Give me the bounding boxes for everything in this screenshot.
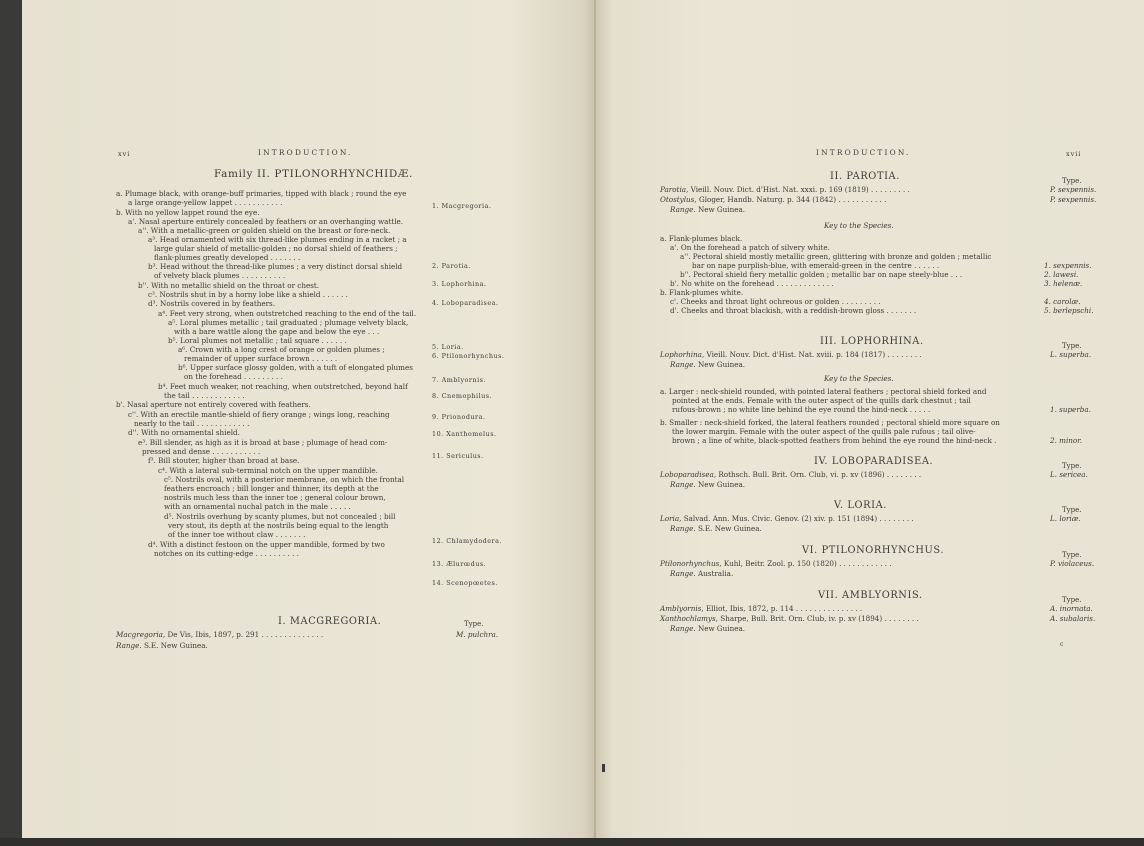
key-line: a. Larger : neck-shield rounded, with pointed lateral feathers ; pectoral shield forked and [660,387,987,396]
genus-result: 14. Scenopœetes. [432,579,498,587]
genus-result: 5. Loria. [432,343,464,351]
key-line: of velvety black plumes . . . . . . . . . . [154,271,286,280]
parotia-range [670,205,745,214]
loria-range [670,524,762,533]
citation-genus: Amblyornis, [660,604,704,613]
citation-text: De Vis, Ibis, 1897, p. 291 . . . . . . . . . . . . . . [167,630,324,639]
citation-text: Kuhl, Beitr. Zool. p. 150 (1820) . . . . . . . . . . . . [723,559,892,568]
amblyornis-citation-1 [660,604,862,613]
key-line: b'. Nasal aperture not entirely covered with feathers. [116,400,311,409]
amblyornis-type-1: A. inornata. [1050,604,1093,613]
key-line: c'. Cheeks and throat light ochreous or golden . . . . . . . . . [670,297,881,306]
key-line: c''. With an erectile mantle-shield of fiery orange ; wings long, reaching [128,410,390,419]
right-page [596,0,1144,846]
key-line: a⁴. Feet very strong, when outstretched reaching to the end of the tail. [158,309,417,318]
range-value: S.E. New Guinea. [697,524,762,533]
species-result: 5. berlepschi. [1044,306,1094,315]
genus-result: 4. Loboparadisea. [432,299,499,307]
range-line [116,641,208,650]
key-line: d'. Cheeks and throat blackish, with a reddish-brown gloss . . . . . . . [670,306,917,315]
range-label: Range. [670,569,696,578]
key-line: b⁶. Upper surface glossy golden, with a tuft of elongated plumes [178,363,413,372]
range-label: Range. [670,524,696,533]
amblyornis-citation-2 [660,614,919,623]
ptilonorhynchus-range [670,569,733,578]
range-label: Range. [670,624,696,633]
citation-genus: Loboparadisea, [660,470,717,479]
page-number: xvii [1066,150,1082,158]
page-number: xvi [118,150,131,158]
lophorhina-type: L. superba. [1050,350,1092,359]
key-line: d''. With no ornamental shield. [128,428,240,437]
range-label: Range. [670,205,696,214]
left-page [22,0,595,846]
genus-result: 10. Xanthomelus. [432,430,497,438]
range-label: Range. [116,641,142,650]
citation-line [116,630,323,639]
loria-citation [660,514,914,523]
parotia-key-heading: Key to the Species. [824,221,894,230]
key-line: flank-plumes greatly developed . . . . . . . [154,253,301,262]
key-line: c⁵. Nostrils oval, with a posterior membrane, on which the frontal [164,475,405,484]
citation-genus: Lophorhina, [660,350,705,359]
loboparadisea-citation [660,470,921,479]
citation-genus: Ptilonorhynchus, [660,559,722,568]
key-line: notches on its cutting-edge . . . . . . . . . . [154,549,299,558]
key-line: c³. Nostrils shut in by a horny lobe like a shield . . . . . . [148,290,348,299]
key-line: feathers encroach ; bill longer and thinner, its depth at the [164,484,379,493]
key-line: a⁵. Loral plumes metallic ; tail graduated ; plumage velvety black, [168,318,409,327]
genus-result: 11. Sericulus. [432,452,484,460]
binding-mark [602,764,605,772]
key-line: nearly to the tail . . . . . . . . . . . . [134,419,250,428]
lophorhina-species-2: 2. minor. [1050,436,1083,445]
type-species: M. pulchra. [456,630,499,639]
family-heading: Family II. PTILONORHYNCHIDÆ. [214,168,413,180]
ptilonorhynchus-type: P. violaceus. [1050,559,1095,568]
type-label: Type. [464,620,484,628]
species-result: 4. carolæ. [1044,297,1081,306]
genus-result: 7. Amblyornis. [432,376,486,384]
signature-mark: c [1060,641,1064,648]
citation-text: Rothsch. Bull. Brit. Orn. Club, vi. p. xv (1896) . . . . . . . . [718,470,922,479]
key-line: bar on nape purplish-blue, with emerald-green in the centre . . . . . . [692,261,940,270]
parotia-type-2: P. sexpennis. [1050,195,1097,204]
citation-text: Gloger, Handb. Naturg. p. 344 (1842) . . . . . . . . . . . [698,195,887,204]
key-line: b⁴. Feet much weaker, not reaching, when outstretched, beyond half [158,382,408,391]
key-line: a. Plumage black, with orange-buff primaries, tipped with black ; round the eye [116,189,407,198]
key-line: b. With no yellow lappet round the eye. [116,208,260,217]
key-line: brown ; a line of white, black-spotted feathers from behind the eye round the hind-neck . [672,436,997,445]
key-line: c⁴. With a lateral sub-terminal notch on the upper mandible. [158,466,378,475]
ptilonorhynchus-citation [660,559,892,568]
key-line: on the forehead . . . . . . . . . [184,372,283,381]
key-line: a'. Nasal aperture entirely concealed by feathers or an overhanging wattle. [128,217,404,226]
citation-text: Vieill. Nouv. Dict. d'Hist. Nat. xviii. p. 184 (1817) . . . . . . . . [706,350,922,359]
key-line: the tail . . . . . . . . . . . . [164,391,245,400]
parotia-citation-2 [660,195,886,204]
lophorhina-key-heading: Key to the Species. [824,374,894,383]
key-line: a. Flank-plumes black. [660,234,743,243]
running-head: INTRODUCTION. [258,148,353,157]
key-line: b⁵. Loral plumes not metallic ; tail square . . . . . . [168,336,347,345]
amblyornis-heading: VII. AMBLYORNIS. [818,590,923,601]
key-line: a⁶. Crown with a long crest of orange or golden plumes ; [178,345,385,354]
key-line: a³. Head ornamented with six thread-like plumes ending in a racket ; a [148,235,407,244]
running-head: INTRODUCTION. [816,148,911,157]
range-value: New Guinea. [697,480,746,489]
key-line: a large orange-yellow lappet . . . . . . . . . . . [128,198,283,207]
ptilonorhynchus-type-label: Type. [1062,551,1082,559]
genus-result: 12. Chlamydodera. [432,537,502,545]
range-value: New Guinea. [697,205,746,214]
key-line: b. Smaller : neck-shield forked, the lateral feathers rounded ; pectoral shield more square on [660,418,1000,427]
genus-result: 6. Ptilonorhynchus. [432,352,505,360]
citation-genus: Otostylus, [660,195,697,204]
species-result: 1. sexpennis. [1044,261,1092,270]
key-line: large gular shield of metallic-golden ; no dorsal shield of feathers ; [154,244,398,253]
key-line: b''. With no metallic shield on the throat or chest. [138,281,320,290]
loboparadisea-type: L. sericea. [1050,470,1088,479]
range-value: S.E. New Guinea. [143,641,208,650]
lophorhina-range [670,360,745,369]
key-line: pressed and dense . . . . . . . . . . . [142,447,261,456]
key-line: b³. Head without the thread-like plumes ; a very distinct dorsal shield [148,262,403,271]
loboparadisea-heading: IV. LOBOPARADISEA. [814,456,934,467]
amblyornis-range [670,624,745,633]
key-line: d⁴. With a distinct festoon on the upper mandible, formed by two [148,540,385,549]
key-line: of the inner toe without claw . . . . . . . [168,530,306,539]
genus-result: 9. Prionodura. [432,413,486,421]
range-value: Australia. [697,569,734,578]
parotia-type-label: Type. [1062,177,1082,185]
loria-type: L. loriæ. [1050,514,1081,523]
section-heading: I. MACGREGORIA. [278,616,382,627]
key-line: d⁵. Nostrils overhung by scanty plumes, but not concealed ; bill [164,512,396,521]
key-line: a''. Pectoral shield mostly metallic green, glittering with bronze and golden ; metallic [680,252,992,261]
key-line: with an ornamental nuchal patch in the male . . . . . [164,502,351,511]
genus-result: 13. Ælurœdus. [432,560,487,568]
range-label: Range. [670,480,696,489]
key-line: pointed at the ends. Female with the outer aspect of the quills dark chestnut ; tail [672,396,971,405]
key-line: b. Flank-plumes white. [660,288,744,297]
key-line: a''. With a metallic-green or golden shield on the breast or fore-neck. [138,226,391,235]
key-line: rufous-brown ; no white line behind the eye round the hind-neck . . . . . [672,405,931,414]
lophorhina-citation [660,350,922,359]
citation-text: Vieill. Nouv. Dict. d'Hist. Nat. xxxi. p. 169 (1819) . . . . . . . . . [690,185,910,194]
key-line: b'. No white on the forehead . . . . . . . . . . . . . [670,279,834,288]
range-label: Range. [670,360,696,369]
range-value: New Guinea. [697,360,746,369]
genus-result: 1. Macgregoria. [432,202,492,210]
loria-type-label: Type. [1062,506,1082,514]
key-line: d³. Nostrils covered in by feathers. [148,299,276,308]
ptilonorhynchus-heading: VI. PTILONORHYNCHUS. [802,545,945,556]
parotia-heading: II. PAROTIA. [830,171,900,182]
lophorhina-type-label: Type. [1062,342,1082,350]
citation-genus: Parotia, [660,185,689,194]
parotia-citation-1 [660,185,910,194]
lophorhina-heading: III. LOPHORHINA. [820,336,924,347]
species-result: 2. lawesi. [1044,270,1079,279]
page-edge-shadow [0,838,1144,846]
amblyornis-type-2: A. subalaris. [1050,614,1096,623]
genus-result: 8. Cnemophilus. [432,392,493,400]
amblyornis-type-label: Type. [1062,596,1082,604]
citation-genus: Xanthochlamys, [660,614,718,623]
loboparadisea-type-label: Type. [1062,462,1082,470]
citation-text: Sharpe, Bull. Brit. Orn. Club, iv. p. xv (1894) . . . . . . . . [720,614,919,623]
key-line: nostrils much less than the inner toe ; general colour brown, [164,493,386,502]
parotia-type-1: P. sexpennis. [1050,185,1097,194]
citation-genus: Loria, [660,514,682,523]
key-line: b''. Pectoral shield fiery metallic golden ; metallic bar on nape steely-blue . . . [680,270,963,279]
key-line: very stout, its depth at the nostrils being equal to the length [168,521,389,530]
key-line: a'. On the forehead a patch of silvery white. [670,243,830,252]
key-line: f³. Bill stouter, higher than broad at base. [148,456,300,465]
citation-genus: Macgregoria, [116,630,166,639]
citation-text: Elliot, Ibis, 1872, p. 114 . . . . . . . . . . . . . . . [705,604,863,613]
loboparadisea-range [670,480,745,489]
genus-result: 2. Parotia. [432,262,471,270]
loria-heading: V. LORIA. [834,500,887,511]
citation-text: Salvad. Ann. Mus. Civic. Genov. (2) xiv. p. 151 (1894) . . . . . . . . [683,514,914,523]
range-value: New Guinea. [697,624,746,633]
genus-result: 3. Lophorhina. [432,280,487,288]
key-line: e³. Bill slender, as high as it is broad at base ; plumage of head com- [138,438,388,447]
key-line: with a bare wattle along the gape and below the eye . . . [174,327,380,336]
key-line: the lower margin. Female with the outer aspect of the quills pale rufous ; tail olive- [672,427,976,436]
key-line: remainder of upper surface brown . . . . . . [184,354,338,363]
lophorhina-species-1: 1. superba. [1050,405,1091,414]
species-result: 3. helenæ. [1044,279,1083,288]
